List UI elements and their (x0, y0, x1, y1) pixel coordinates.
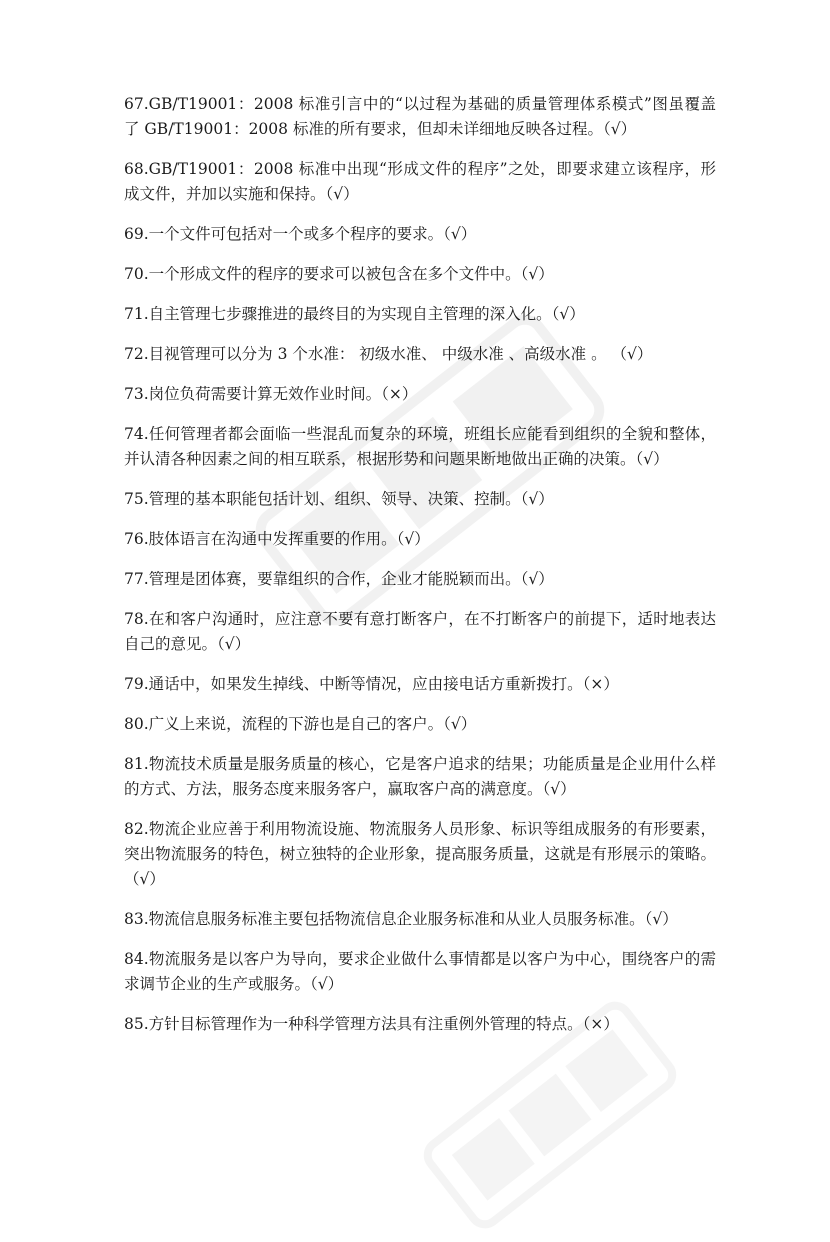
question-text: GB/T19001：2008 标准中出现“形成文件的程序”之处，即要求建立该程序，形成文件，并加以实施和保持。（√） (124, 160, 716, 203)
question-list (124, 92, 716, 1052)
question-text: 物流技术质量是服务质量的核心，它是客户追求的结果；功能质量是企业用什么样的方式、方法，服务态度来服务客户，赢取客户高的满意度。（√） (124, 755, 716, 798)
question-item (124, 262, 716, 287)
question-item (124, 567, 716, 592)
question-number: 72. (124, 345, 149, 363)
question-number: 82. (124, 820, 149, 838)
question-number: 84. (124, 950, 149, 968)
question-number: 73. (124, 385, 149, 403)
question-number: 74. (124, 425, 149, 443)
question-item (124, 302, 716, 327)
question-text: 物流服务是以客户为导向，要求企业做什么事情都是以客户为中心，围绕客户的需求调节企业的生产或服务。（√） (124, 950, 716, 993)
question-item (124, 422, 716, 472)
question-text: 任何管理者都会面临一些混乱而复杂的环境，班组长应能看到组织的全貌和整体，并认清各种因素之间的相互联系，根据形势和问题果断地做出正确的决策。（√） (124, 425, 716, 468)
question-text: 岗位负荷需要计算无效作业时间。（×） (148, 385, 418, 403)
question-text: 方针目标管理作为一种科学管理方法具有注重例外管理的特点。（×） (148, 1015, 619, 1033)
question-number: 83. (124, 910, 149, 928)
question-number: 70. (124, 265, 149, 283)
question-text: 目视管理可以分为 3 个水准： 初级水准、 中级水准 、高级水准 。 （√） (148, 345, 653, 363)
question-text: 一个形成文件的程序的要求可以被包含在多个文件中。（√） (148, 265, 554, 283)
question-text: 物流企业应善于利用物流设施、物流服务人员形象、标识等组成服务的有形要素，突出物流服务的特色，树立独特的企业形象，提高服务质量，这就是有形展示的策略。（√） (124, 820, 716, 888)
question-item (124, 222, 716, 247)
question-item (124, 752, 716, 802)
question-text: GB/T19001：2008 标准引言中的“以过程为基础的质量管理体系模式”图虽覆盖了 GB/T19001：2008 标准的所有要求，但却未详细地反映各过程。（√） (124, 95, 716, 138)
question-item (124, 672, 716, 697)
question-item (124, 527, 716, 552)
question-item (124, 607, 716, 657)
question-number: 76. (124, 530, 149, 548)
question-text: 自主管理七步骤推进的最终目的为实现自主管理的深入化。（√） (148, 305, 585, 323)
question-number: 85. (124, 1015, 149, 1033)
question-item (124, 342, 716, 367)
question-number: 71. (124, 305, 149, 323)
question-number: 67. (124, 95, 149, 113)
question-text: 物流信息服务标准主要包括物流信息企业服务标准和从业人员服务标准。（√） (148, 910, 678, 928)
question-number: 78. (124, 610, 149, 628)
question-item (124, 92, 716, 142)
question-text: 通话中，如果发生掉线、中断等情况，应由接电话方重新拨打。（×） (148, 675, 619, 693)
question-text: 管理是团体赛，要靠组织的合作，企业才能脱颖而出。（√） (148, 570, 554, 588)
question-item (124, 817, 716, 892)
question-item (124, 382, 716, 407)
question-text: 在和客户沟通时，应注意不要有意打断客户，在不打断客户的前提下，适时地表达自己的意见。（√） (124, 610, 716, 653)
question-number: 68. (124, 160, 149, 178)
question-number: 69. (124, 225, 149, 243)
question-item (124, 487, 716, 512)
question-text: 一个文件可包括对一个或多个程序的要求。（√） (148, 225, 477, 243)
question-number: 75. (124, 490, 149, 508)
question-number: 80. (124, 715, 149, 733)
question-item (124, 947, 716, 997)
question-number: 77. (124, 570, 149, 588)
question-number: 79. (124, 675, 149, 693)
question-item (124, 712, 716, 737)
question-item (124, 907, 716, 932)
question-item (124, 1012, 716, 1037)
question-number: 81. (124, 755, 149, 773)
question-text: 广义上来说，流程的下游也是自己的客户。（√） (148, 715, 477, 733)
question-text: 管理的基本职能包括计划、组织、领导、决策、控制。（√） (148, 490, 554, 508)
question-item (124, 157, 716, 207)
question-text: 肢体语言在沟通中发挥重要的作用。（√） (148, 530, 430, 548)
